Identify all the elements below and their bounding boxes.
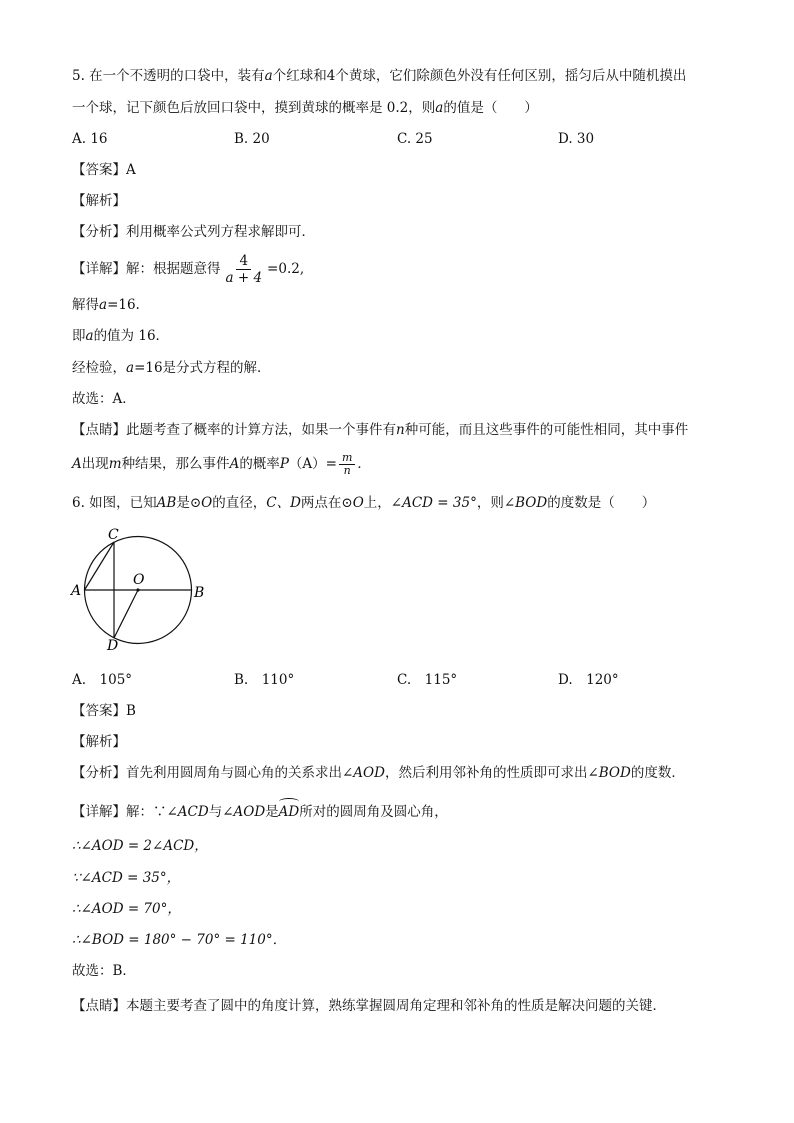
- q5-detail: [72, 252, 304, 286]
- q5-step1: [72, 295, 140, 315]
- q6-stem-text-2: 是: [176, 495, 190, 511]
- prob-paren: （A）=: [288, 456, 337, 472]
- q6-stem: [72, 493, 655, 513]
- q6-fenxi-text-3: 的度数．: [630, 765, 685, 781]
- q5-choose: 故选：A．: [72, 391, 136, 407]
- label-D: D: [107, 638, 119, 654]
- chord-AC: [85, 542, 115, 590]
- var-A: A: [72, 456, 82, 472]
- q6-detail-text-3: 是: [265, 804, 279, 820]
- q6-analysis-title: 【解析】: [72, 734, 126, 750]
- q6-option-a: A. 105°: [72, 672, 133, 688]
- q5-fraction: [223, 253, 266, 286]
- angle-AOD: ∠AOD: [342, 765, 385, 781]
- label-C: C: [108, 527, 119, 543]
- q6-stem-text-3: 的直径，: [212, 495, 267, 511]
- angle-BOD: ∠BOD: [503, 495, 548, 511]
- q5-step2-text: 即: [72, 328, 86, 344]
- q6-detail-text-4: 所对的圆周角及圆心角，: [299, 804, 448, 820]
- q5-dianjing-line2: [72, 447, 371, 481]
- angle-ACD-short: ∠ACD: [166, 804, 209, 820]
- q5-stem-line1: [72, 66, 686, 86]
- var-a: a: [99, 297, 108, 313]
- radius-OD: [114, 590, 138, 638]
- q6-step4: ∴∠BOD = 180° − 70° = 110°．: [72, 932, 287, 948]
- q5-answer: 【答案】A: [72, 162, 136, 178]
- q5-dianjing-text-4: 种结果，那么事件: [121, 456, 230, 472]
- angle-ACD: ∠ACD = 35°: [390, 495, 477, 511]
- q6-fenxi: [72, 763, 685, 783]
- q5-option-b: B. 20: [234, 131, 270, 147]
- fraction-denominator: a + 4: [225, 270, 263, 286]
- circle-O: ⊙O: [341, 495, 364, 511]
- q5-step3: [72, 358, 271, 378]
- q5-step3-text: 经检验，: [72, 360, 126, 376]
- var-a: a: [85, 328, 94, 344]
- q5-fenxi: 【分析】利用概率公式列方程求解即可．: [72, 224, 315, 240]
- segment-AB: AB: [156, 495, 177, 511]
- q5-dianjing-text-5: 的概率: [239, 456, 280, 472]
- var-A: A: [229, 456, 240, 472]
- q6-option-d: D. 120°: [558, 672, 619, 688]
- q6-stem-text-1: 6. 如图，已知: [72, 495, 157, 511]
- q5-stem-text-3: 一个球，记下颜色后放回口袋中，摸到黄球的概率是 0.2，则: [72, 100, 436, 116]
- q6-detail: [72, 800, 448, 822]
- q5-stem-text-1: 5. 在一个不透明的口袋中，装有: [72, 68, 265, 84]
- q5-dianjing-text-1: 【点睛】此题考查了概率的计算方法，如果一个事件有: [72, 422, 396, 438]
- q5-dianjing-text-3: 出现: [81, 456, 109, 472]
- prob-P: P: [279, 456, 289, 472]
- q5-options: [72, 129, 732, 149]
- q6-option-c: C. 115°: [397, 672, 458, 688]
- q6-dianjing: 【点睛】本题主要考查了圆中的角度计算，熟练掌握圆周角定理和邻补角的性质是解决问题的关键．: [72, 998, 666, 1014]
- var-a: a: [264, 68, 273, 84]
- var-a: a: [126, 360, 135, 376]
- points-CD: C、D: [266, 495, 301, 511]
- var-n: n: [396, 422, 405, 438]
- q6-stem-text-6: ，则: [476, 495, 504, 511]
- q6-stem-text-4: 两点在: [300, 495, 342, 511]
- fraction-numerator: 4: [236, 253, 251, 270]
- label-O: O: [133, 572, 145, 588]
- q6-detail-text-2: 与: [208, 804, 223, 820]
- q6-step2: ∵∠ACD = 35°，: [72, 870, 181, 886]
- q6-option-b: B. 110°: [234, 672, 295, 688]
- q5-option-c: C. 25: [397, 131, 433, 147]
- q5-stem-text-2: 个红球和4个黄球，它们除颜色外没有任何区别，摇匀后从中随机摸出: [272, 68, 687, 84]
- var-m: m: [108, 456, 122, 472]
- q5-step1-value: =16.: [107, 297, 140, 313]
- q5-step1-text: 解得: [72, 297, 99, 313]
- q6-fenxi-text-2: ，然后利用邻补角的性质即可求出: [384, 765, 588, 781]
- q6-geometry-figure: [66, 524, 216, 654]
- label-A: A: [71, 583, 82, 599]
- var-a: a: [435, 100, 444, 116]
- q6-detail-text-1: 【详解】解：∵: [72, 804, 167, 820]
- q5-option-d: D. 30: [558, 131, 595, 147]
- q6-stem-text-5: 上，: [363, 495, 391, 511]
- q5-step2: [72, 326, 169, 346]
- q5-analysis-title: 【解析】: [72, 193, 126, 209]
- fraction-denominator: n: [343, 464, 351, 477]
- fraction-numerator: m: [339, 452, 355, 465]
- label-B: B: [194, 585, 205, 601]
- q5-stem-text-4: 的值是（ ）: [443, 100, 538, 116]
- q5-stem-line2: [72, 98, 538, 118]
- q6-options: [72, 670, 732, 690]
- q5-step3-value: =16是分式方程的解．: [134, 360, 271, 376]
- q6-answer: 【答案】B: [72, 703, 136, 719]
- q5-dianjing-line1: [72, 420, 688, 440]
- q6-step3: ∴∠AOD = 70°，: [72, 901, 181, 917]
- angle-AOD: ∠AOD: [222, 804, 266, 820]
- q5-option-a: A. 16: [72, 131, 108, 147]
- q6-stem-text-7: 的度数是（ ）: [547, 495, 656, 511]
- q6-choose: 故选：B．: [72, 963, 136, 979]
- angle-BOD: ∠BOD: [587, 765, 631, 781]
- q5-detail-text: 【详解】解：根据题意得: [72, 261, 221, 277]
- q5-detail-result: =0.2,: [267, 261, 305, 277]
- q6-step1: ∴∠AOD = 2∠ACD，: [72, 838, 208, 854]
- arc-AD: AD: [279, 800, 300, 822]
- m-over-n-fraction: [339, 452, 355, 477]
- q6-fenxi-text-1: 【分析】首先利用圆周角与圆心角的关系求出: [72, 765, 342, 781]
- circle-O: ⊙O: [189, 495, 213, 511]
- center-O-dot: [136, 588, 139, 591]
- q5-step2-value: 的值为 16．: [93, 328, 170, 344]
- q5-period: ．: [357, 456, 371, 472]
- q5-dianjing-text-2: 种可能，而且这些事件的可能性相同，其中事件: [404, 422, 689, 438]
